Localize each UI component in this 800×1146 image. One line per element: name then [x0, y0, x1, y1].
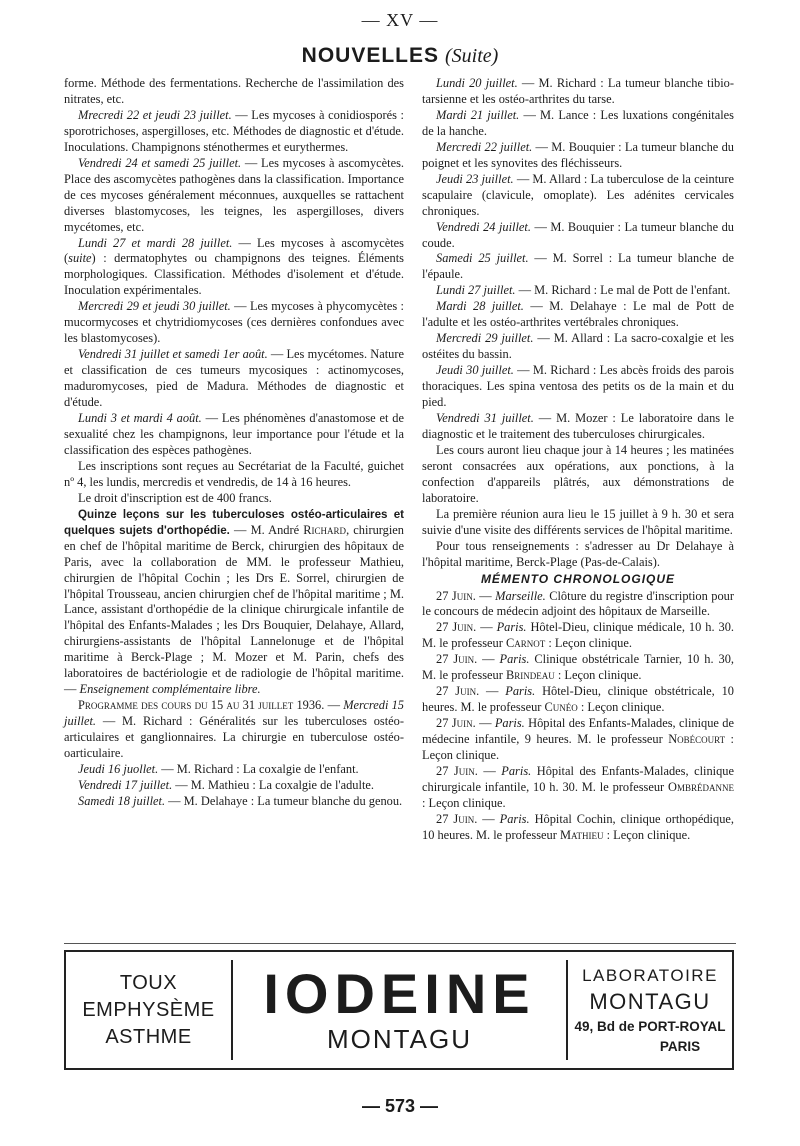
paragraph: Vendredi 24 et samedi 25 juillet. — Les mycoses à ascomycètes. Place des ascomycètes pathogènes dans la classification. Importance de ces mycoses généralement méconnues, auxquelles se rattachent diverses blastomycoses, les teignes, les aspergilloses, divers mycétomes, etc. [64, 155, 404, 234]
paragraph: Lundi 27 juillet. — M. Richard : Le mal de Pott de l'enfant. [436, 283, 731, 298]
paragraph: Les cours auront lieu chaque jour à 14 heures ; les matinées seront consacrées aux opérations, aux ponctions, à la confection d'appareils plâtrés, aux démonstrations de laboratoire. [422, 442, 734, 505]
paragraph: Mrecredi 22 et jeudi 23 juillet. — Les mycoses à conidiosporés : sporotrichoses, aspergilloses, etc. Méthodes de diagnostic et d'étude. Inoculations. Champignons sténothermes et eurythermes. [64, 107, 404, 154]
paragraph: Mercredi 29 juillet. — M. Allard : La sacro-coxalgie et les ostéites du bassin. [422, 331, 734, 362]
ad-lab-line: LABORATOIRE [582, 966, 718, 985]
memento-entry: 27 Juin. — Paris. Clinique obstétricale Tarnier, 10 h. 30, M. le professeur Brindeau : Leçon clinique. [422, 652, 735, 683]
ad-indication: TOUX [119, 971, 178, 994]
divider-rule [64, 943, 736, 944]
paragraph: Mardi 21 juillet. — M. Lance : Les luxations congénitales de la hanche. [422, 107, 734, 138]
course-heading: Quinze leçons sur les tuberculoses ostéo-articulaires et quelques sujets d'orthopédie. [64, 507, 404, 537]
paragraph: Lundi 3 et mardi 4 août. — Les phénomènes d'anastomose et de sexualité chez les champignons, leur importance pour l'étude et la classification des espèces pathogènes. [64, 411, 404, 457]
paragraph: Quinze leçons sur les tuberculoses ostéo-articulaires et quelques sujets d'orthopédie. — M. André Richard, chirurgien en chef de l'hôpital maritime de Berck, chirurgien des hôpitaux de Paris, avec la collaboration de MM. le professeur Mathieu, chirurgien de l'hôpital Cochin ; les Drs E. Sorrel, chirurgien de l'hôpital Trousseau, ancien chirurgien chef de l'hôpital maritime ; M. Lance, assistant d'orthopédie de la clinique chirurgicale infantile de l'hôpital des Enfants-Malades ; les Drs Bouquier, Delahaye, Allard, chirurgiens-assistants de l'hôpital Lannelonuge et de l'hôpital maritime à Berck-Plage ; M. Mozer et M. Parin, chefs des laboratoires de bactériologie et de radiologie de l'hôpital maritime. — Enseignement complémentaire libre. [64, 507, 404, 697]
paragraph: Jeudi 30 juillet. — M. Richard : Les abcès froids des parois thoraciques. Les spina ventosa des petits os de la main et du pied. [422, 363, 734, 410]
ad-indication: ASTHME [105, 1025, 192, 1048]
paragraph: La première réunion aura lieu le 15 juillet à 9 h. 30 et sera suivie d'une visite des différents services de l'hôpital maritime. [422, 506, 734, 537]
memento-entry: 27 Juin. — Paris. Hôpital des Enfants-Malades, clinique chirurgicale infantile, 10 h. 30. M. le professeur Ombrédanne : Leçon clinique. [422, 763, 734, 810]
left-column [64, 76, 404, 810]
paragraph: Mardi 28 juillet. — M. Delahaye : Le mal de Pott de l'adulte et les ostéo-arthrites vertébrales chroniques. [422, 299, 734, 330]
paragraph: forme. Méthode des fermentations. Recherche de l'assimilation des nitrates, etc. [64, 76, 404, 106]
ad-laboratory [568, 952, 732, 1068]
ad-brand-name: IODEINE [263, 962, 536, 1025]
memento-entry: 27 Juin. — Paris. Hôtel-Dieu, clinique médicale, 10 h. 30. M. le professeur Carnot : Leçon clinique. [422, 620, 734, 651]
advertisement-box [64, 950, 734, 1070]
right-column [422, 76, 734, 844]
paragraph: Vendredi 17 juillet. — M. Mathieu : La coxalgie de l'adulte. [78, 777, 374, 792]
paragraph: Les inscriptions sont reçues au Secrétariat de la Faculté, guichet nº 4, les lundis, mercredis et vendredis, de 14 à 16 heures. [64, 458, 404, 489]
memento-entry: 27 Juin. — Marseille. Clôture du registre d'inscription pour le concours de médecin adjoint des hôpitaux de Marseille. [422, 588, 735, 619]
paragraph: Mercredi 22 juillet. — M. Bouquier : La tumeur blanche du poignet et les synovites des fléchisseurs. [422, 139, 734, 170]
memento-entry: 27 Juin. — Paris. Hôtel-Dieu, clinique obstétricale, 10 heures. M. le professeur Cunéo : Leçon clinique. [422, 684, 734, 715]
paragraph: Programme des cours du 15 au 31 juillet 1936. — Mercredi 15 juillet. — M. Richard : Généralités sur les tuberculoses ostéo-articulaires et ganglionnaires. La chirurgie en tuberculose ostéo-oarticulaire. [64, 698, 404, 761]
paragraph: Jeudi 23 juillet. — M. Allard : La tuberculose de la ceinture scapulaire (clavicule, omoplate). Les adénites cervicales chroniques. [422, 171, 734, 218]
ad-indication: EMPHYSÈME [82, 998, 215, 1021]
paragraph: Lundi 27 et mardi 28 juillet. — Les mycoses à ascomycètes (suite) : dermatophytes ou champignons des teignes. Éléments morphologiques. Classification. Méthodes d'isolement et d'étude. Inoculation expérimentales. [64, 235, 404, 298]
paragraph: Vendredi 31 juillet. — M. Mozer : Le laboratoire dans le diagnostic et le traitement des tuberculoses chirurgicales. [422, 411, 734, 441]
program-heading: Programme des cours du 15 au 31 juillet 1936. [78, 698, 325, 713]
ad-lab-name: MONTAGU [589, 989, 711, 1014]
paragraph: Samedi 18 juillet. — M. Delahaye : La tumeur blanche du genou. [78, 793, 403, 808]
memento-title: MÉMENTO CHRONOLOGIQUE [480, 571, 676, 586]
page-number: — 573 — [361, 1096, 439, 1116]
ad-indications [66, 952, 231, 1068]
page-roman-numeral: — XV — [361, 10, 439, 30]
paragraph: Le droit d'inscription est de 400 francs. [78, 490, 272, 505]
section-title-suffix: (Suite) [445, 45, 499, 67]
ad-brand [233, 952, 566, 1068]
paragraph: Jeudi 16 juollet. — M. Richard : La coxalgie de l'enfant. [78, 761, 359, 776]
memento-entry: 27 Juin. — Paris. Hôpital Cochin, clinique orthopédique, 10 heures. M. le professeur Mathieu : Leçon clinique. [422, 811, 734, 842]
paragraph: Vendredi 24 juillet. — M. Bouquier : La tumeur blanche du coude. [422, 219, 734, 250]
paragraph: Pour tous renseignements : s'adresser au Dr Delahaye à l'hôpital maritime, Berck-Plage (Pas-de-Calais). [422, 538, 734, 569]
section-title [0, 44, 800, 68]
paragraph: Mercredi 29 et jeudi 30 juillet. — Les mycoses à phycomycètes : mucormycoses et chytridiomycoses (ces dernières confondues avec les blastomycoses). [64, 299, 404, 346]
paragraph: Lundi 20 juillet. — M. Richard : La tumeur blanche tibio-tarsienne et les ostéo-arthrites du tarse. [422, 76, 734, 106]
section-title-main: NOUVELLES [301, 44, 440, 67]
ad-brand-sub: MONTAGU [327, 1024, 472, 1054]
ad-lab-city: PARIS [659, 1039, 701, 1054]
ad-lab-address: 49, Bd de PORT-ROYAL [574, 1019, 726, 1034]
memento-entry: 27 Juin. — Paris. Hôpital des Enfants-Malades, clinique de médecine infantile, 9 heures. M. le professeur Nobécourt : Leçon clinique. [422, 716, 734, 763]
paragraph: Samedi 25 juillet. — M. Sorrel : La tumeur blanche de l'épaule. [422, 251, 734, 282]
paragraph: Vendredi 31 juillet et samedi 1er août. — Les mycétomes. Nature et classification de ces tumeurs mycosiques : actinomycoses, maduromycoses, pied de Madura. Méthodes de diagnostic et d'étude. [64, 347, 404, 410]
